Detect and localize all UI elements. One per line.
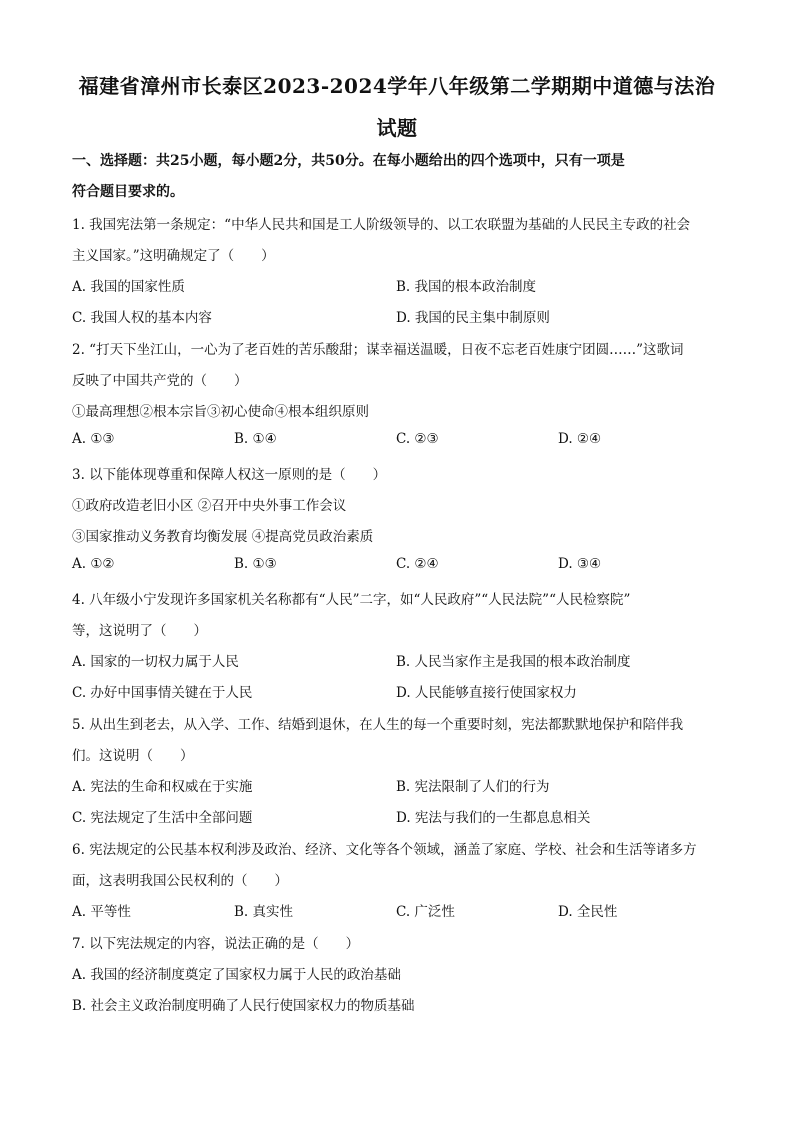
question-2-option-c: C. ②③ [396,431,439,447]
question-7-option-b: B. 社会主义政治制度明确了人民行使国家权力的物质基础 [72,998,415,1014]
question-5-option-b: B. 宪法限制了人们的行为 [396,779,550,795]
question-2-option-a: A. ①③ [72,431,115,447]
question-6-option-b: B. 真实性 [234,904,294,920]
question-6-stem: 6. 宪法规定的公民基本权利涉及政治、经济、文化等各个领域，涵盖了家庭、学校、社会和生活等诸多方 [72,842,697,858]
question-5-stem: 5. 从出生到老去，从入学、工作、结婚到退休，在人生的每一个重要时刻，宪法都默默地保护和陪伴我 [72,717,684,733]
question-3-items-2: ③国家推动义务教育均衡发展 ④提高党员政治素质 [72,529,374,545]
question-6-option-d: D. 全民性 [558,904,618,920]
section-heading: 一、选择题：共25小题，每小题2分，共50分。在每小题给出的四个选项中，只有一项是 [72,153,625,169]
question-7-stem: 7. 以下宪法规定的内容，说法正确的是（ ） [72,936,360,952]
question-5-stem-cont: 们。这说明（ ） [72,748,194,764]
question-5-option-c: C. 宪法规定了生活中全部问题 [72,810,253,826]
question-2-option-b: B. ①④ [234,431,277,447]
question-4-option-d: D. 人民能够直接行使国家权力 [396,685,577,701]
question-5-option-a: A. 宪法的生命和权威在于实施 [72,779,253,795]
question-1-stem-cont: 主义国家。”这明确规定了（ ） [72,248,275,264]
question-3-stem: 3. 以下能体现尊重和保障人权这一原则的是（ ） [72,467,387,483]
question-1-option-b: B. 我国的根本政治制度 [396,279,537,295]
question-4-stem-cont: 等，这说明了（ ） [72,623,207,639]
question-2-option-d: D. ②④ [558,431,602,447]
question-3-option-a: A. ①② [72,556,115,572]
question-1-option-c: C. 我国人权的基本内容 [72,310,212,326]
question-4-stem: 4. 八年级小宁发现许多国家机关名称都有“人民”二字，如“人民政府”“人民法院”“人民检察院” [72,592,631,608]
question-6-option-c: C. 广泛性 [396,904,455,920]
question-4-option-b: B. 人民当家作主是我国的根本政治制度 [396,654,631,670]
question-4-option-c: C. 办好中国事情关键在于人民 [72,685,253,701]
question-7-option-a: A. 我国的经济制度奠定了国家权力属于人民的政治基础 [72,967,401,983]
question-6-option-a: A. 平等性 [72,904,131,920]
question-3-option-b: B. ①③ [234,556,277,572]
question-2-stem: 2. “打天下坐江山，一心为了老百姓的苦乐酸甜；谋幸福送温暖，日夜不忘老百姓康宁团圆……”这歌词 [72,342,684,358]
question-3-option-c: C. ②④ [396,556,439,572]
question-1-option-d: D. 我国的民主集中制原则 [396,310,550,326]
question-6-stem-cont: 面，这表明我国公民权利的（ ） [72,873,288,889]
question-4-option-a: A. 国家的一切权力属于人民 [72,654,239,670]
question-2-stem-cont: 反映了中国共产党的（ ） [72,373,248,389]
doc-title-line2: 试题 [376,116,418,140]
question-1-option-a: A. 我国的国家性质 [72,279,185,295]
doc-title-line1: 福建省漳州市长泰区2023-2024学年八年级第二学期期中道德与法治 [78,74,716,98]
question-1-stem: 1. 我国宪法第一条规定：“中华人民共和国是工人阶级领导的、以工农联盟为基础的人民民主专政的社会 [72,217,691,233]
question-3-items-1: ①政府改造老旧小区 ②召开中央外事工作会议 [72,498,347,514]
question-5-option-d: D. 宪法与我们的一生都息息相关 [396,810,591,826]
section-heading-cont: 符合题目要求的。 [72,184,184,200]
question-2-items: ①最高理想②根本宗旨③初心使命④根本组织原则 [72,404,369,420]
question-3-option-d: D. ③④ [558,556,602,572]
